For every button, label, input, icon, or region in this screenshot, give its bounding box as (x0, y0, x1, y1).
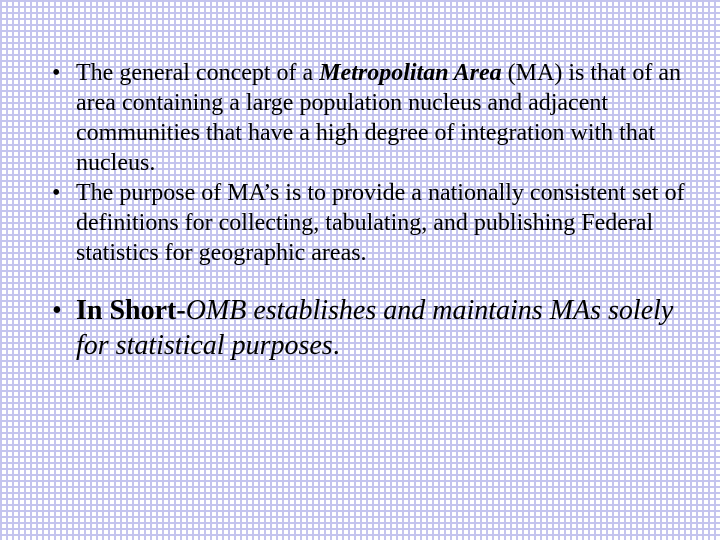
in-short-label: In Short- (76, 295, 186, 326)
bullet-ma-purpose (46, 178, 686, 268)
ma-concept-text-start: The general concept of a (76, 60, 320, 86)
metropolitan-area-term: Metropolitan Area (319, 60, 502, 86)
in-short-period: . (332, 330, 340, 361)
in-short-statement: OMB establishes and maintains MAs solely for statistical purposes (76, 295, 674, 361)
bullet-list (46, 58, 686, 363)
ma-concept-text-end: (MA) is that of an area containing a large population nucleus and adjacent communities that have a high degree of integration with that nucleus. (76, 60, 681, 176)
bullet-icon: • (52, 180, 61, 206)
bullet-icon: • (52, 295, 62, 326)
ma-purpose-text: The purpose of MA’s is to provide a nationally consistent set of definitions for collecting, tabulating, and publishing Federal statistics for geographic areas. (76, 180, 685, 266)
bullet-icon: • (52, 60, 61, 86)
bullet-ma-concept (46, 58, 686, 178)
bullet-in-short (46, 293, 686, 363)
